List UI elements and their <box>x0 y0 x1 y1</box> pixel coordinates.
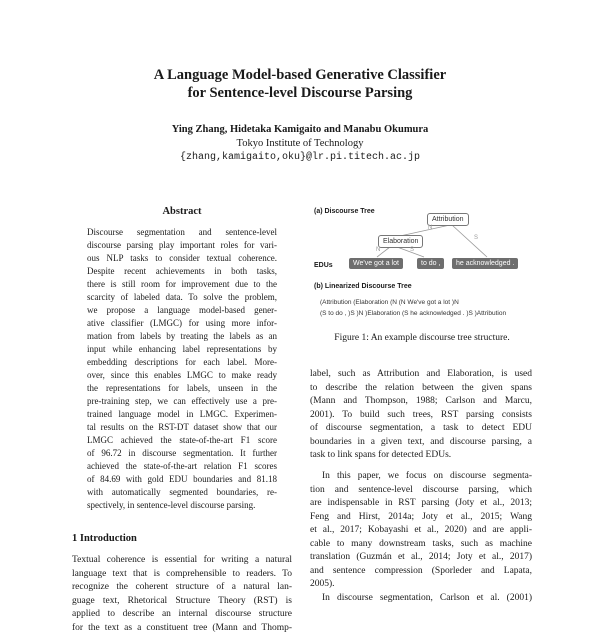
text-line: the representations for labels, unseen in the <box>87 382 277 395</box>
edge-label-n1: N <box>428 225 432 231</box>
edus-label: EDUs <box>314 262 333 269</box>
text-line: et al., 2017; Kobayashi et al., 2020) and are appli- <box>310 524 532 538</box>
figure-label-b: (b) Linearized Discourse Tree <box>314 283 412 290</box>
text-line: applied to describe an internal discourse structure <box>72 608 292 622</box>
introduction-body <box>72 554 292 635</box>
text-line: trained language model in LMGC. Experimen- <box>87 408 277 421</box>
paper-title-line2: for Sentence-level Discourse Parsing <box>0 84 600 102</box>
text-line: In this paper, we focus on discourse segmenta- <box>310 470 532 484</box>
linearized-line-1: (Attribution (Elaboration (N (N We've got a lot )N <box>320 298 459 308</box>
text-line: language text that is comprehensible to readers. To <box>72 568 292 582</box>
right-column-paragraph-2 <box>310 470 532 592</box>
text-line: we propose a language model-based gener- <box>87 304 277 317</box>
edge-label-n2: N <box>376 247 380 253</box>
text-line: spectively, in sentence-level discourse parsing. <box>87 499 277 512</box>
text-line: of 96.72 in discourse segmentation. It further <box>87 447 277 460</box>
text-line: mation from labels by treating the labels as an <box>87 330 277 343</box>
text-line: there is still room for improvement due to the <box>87 278 277 291</box>
affiliation: Tokyo Institute of Technology <box>0 138 600 149</box>
text-line: for the text as a constituent tree (Mann and Thomp- <box>72 622 292 635</box>
text-line: boundaries in a given text, and discourse parsing, a <box>310 436 532 450</box>
figure-1 <box>312 203 532 323</box>
text-line: tion and sentence-level discourse parsing, which <box>310 484 532 498</box>
email: {zhang,kamigaito,oku}@lr.pi.titech.ac.jp <box>0 152 600 163</box>
text-line: translation (Guzmán et al., 2014; Joty et al., 2017) <box>310 551 532 565</box>
paper-title-line1: A Language Model-based Generative Classifier <box>0 66 600 84</box>
text-line: scarcity of labeled data. To solve the problem, <box>87 291 277 304</box>
text-line: (Mann and Thompson, 1988; Carlson and Marcu, <box>310 395 532 409</box>
text-line: Despite recent achievements in both tasks, <box>87 265 277 278</box>
text-line: LMGC achieved the state-of-the-art F1 score <box>87 434 277 447</box>
text-line: input while enhancing label representations by <box>87 343 277 356</box>
text-line: label, such as Attribution and Elaboration, is used <box>310 368 532 382</box>
abstract-heading: Abstract <box>87 206 277 217</box>
text-line: to describe the relation between the given spans <box>310 382 532 396</box>
text-line: over, since this enables LMGC to make ready <box>87 369 277 382</box>
text-line: recognize the coherent structure of a natural lan- <box>72 581 292 595</box>
text-line: of 84.69 with gold EDU boundaries and 81.18 <box>87 473 277 486</box>
text-line: embedding descriptions for each label. More- <box>87 356 277 369</box>
text-line: ative classifier (LMGC) for using more infor- <box>87 317 277 330</box>
edge-label-s1: S <box>474 235 478 241</box>
figure-caption: Figure 1: An example discourse tree structure. <box>312 333 532 343</box>
text-line: pre-training step, we can effectively use a pre- <box>87 395 277 408</box>
text-line: 2001). To build such trees, RST parsing consists <box>310 409 532 423</box>
text-line: Textual coherence is essential for writing a natural <box>72 554 292 568</box>
tree-node-attribution: Attribution <box>427 213 469 226</box>
text-line: guage text, Rhetorical Structure Theory (RST) is <box>72 595 292 609</box>
edge-root-edu3 <box>452 225 487 257</box>
linearized-line-2: (S to do , )S )N )Elaboration (S he acknowledged . )S )Attribution <box>320 309 506 319</box>
section-heading-introduction: 1 Introduction <box>72 533 137 544</box>
text-line: are indispensable in RST parsing (Joty et al., 2013; <box>310 497 532 511</box>
text-line: task to link spans for detected EDUs. <box>310 449 532 463</box>
text-line: discourse parsing play important roles for vari- <box>87 239 277 252</box>
text-line: Discourse segmentation and sentence-level <box>87 226 277 239</box>
edu-1: We've got a lot <box>349 258 403 269</box>
text-line: 2005). <box>310 578 532 592</box>
edge-label-s2: S <box>410 247 414 253</box>
text-line: and sentence compression (Sporleder and Lapata, <box>310 565 532 579</box>
tree-node-elaboration: Elaboration <box>378 235 423 248</box>
abstract-body <box>87 226 277 512</box>
text-line: achieved the state-of-the-art relation F1 scores <box>87 460 277 473</box>
right-column-paragraph-3 <box>310 592 532 606</box>
figure-label-a: (a) Discourse Tree <box>314 208 375 215</box>
text-line: with automatically segmented boundaries, re- <box>87 486 277 499</box>
authors: Ying Zhang, Hidetaka Kamigaito and Manabu Okumura <box>0 124 600 135</box>
edu-3: he acknowledged . <box>452 258 518 269</box>
text-line: of discourse segmentation, a task to detect EDU <box>310 422 532 436</box>
text-line: cable to many downstream tasks, such as machine <box>310 538 532 552</box>
edu-2: to do , <box>417 258 444 269</box>
text-line: tal results on the RST-DT dataset show that our <box>87 421 277 434</box>
text-line: Feng and Hirst, 2014a; Joty et al., 2015; Wang <box>310 511 532 525</box>
text-line: In discourse segmentation, Carlson et al. (2001) <box>310 592 532 606</box>
right-column-paragraph-1 <box>310 368 532 463</box>
text-line: ous NLP tasks to consider textual coherence. <box>87 252 277 265</box>
